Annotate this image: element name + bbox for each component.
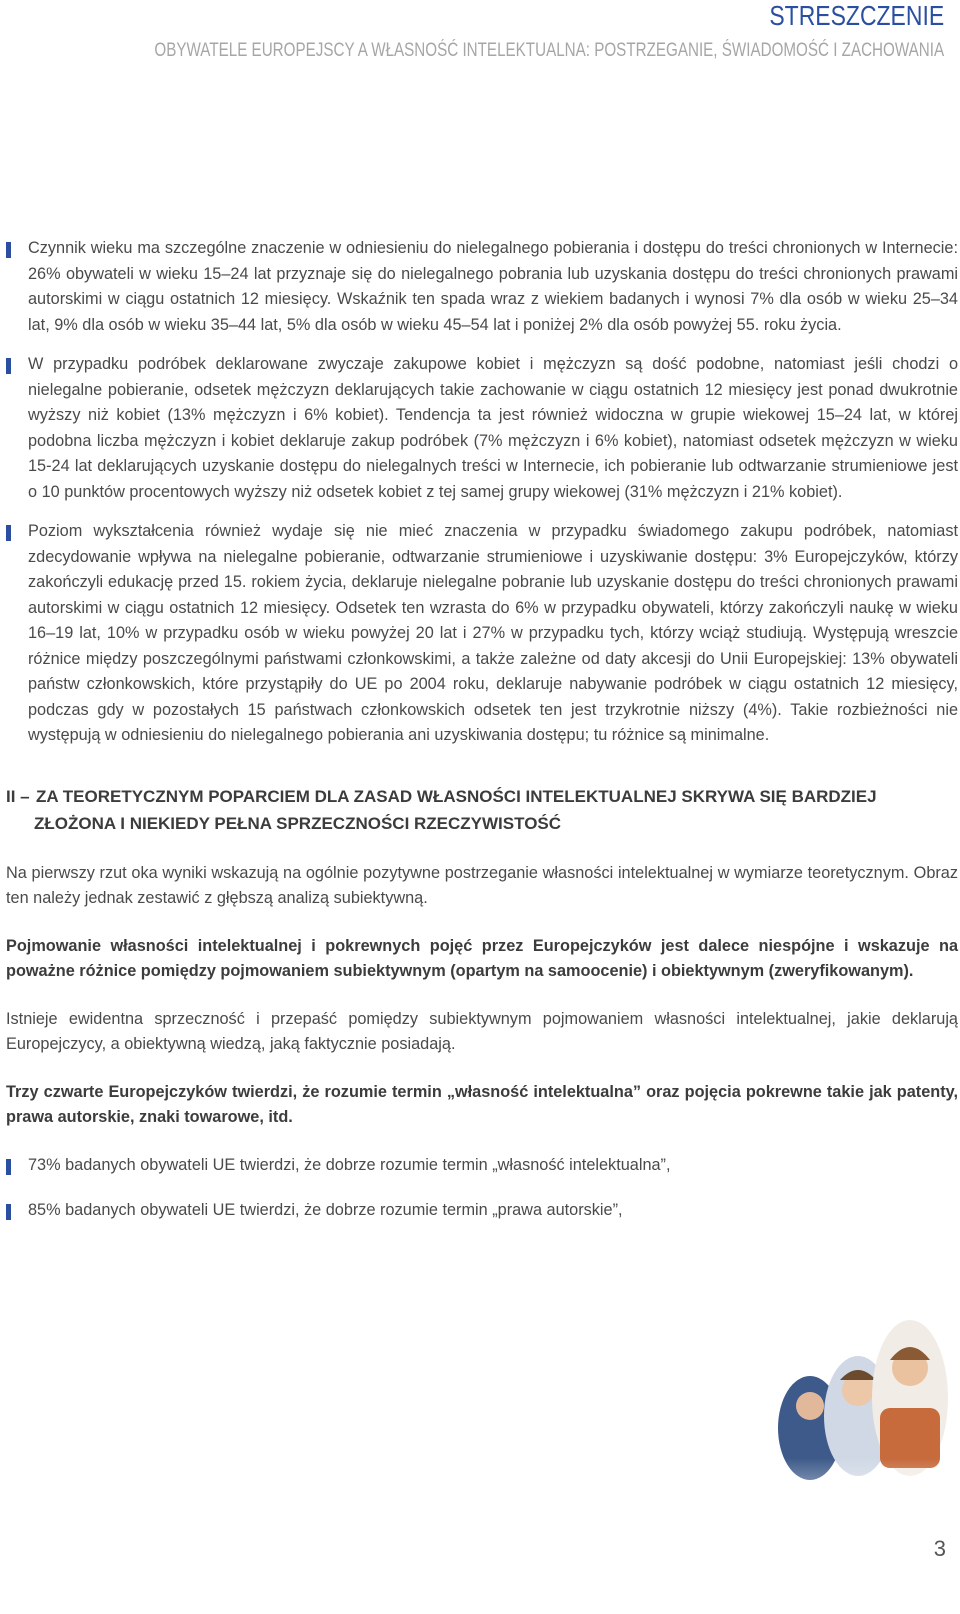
section-heading-line2: ZŁOŻONA I NIEKIEDY PEŁNA SPRZECZNOŚCI RZECZYWISTOŚĆ bbox=[34, 813, 562, 833]
bullet-paragraph-education bbox=[6, 519, 958, 749]
people-photo-collage bbox=[760, 1308, 950, 1538]
bold-finding-1: Pojmowanie własności intelektualnej i pokrewnych pojęć przez Europejczyków jest dalece niespójne i wskazuje na poważne różnice pomiędzy pojmowaniem subiektywnym (opartym na samoocenie) i obiektywnym (zweryfikowanym). bbox=[6, 936, 958, 980]
page-subtitle: OBYWATELE EUROPEJSCY A WŁASNOŚĆ INTELEKTUALNA: POSTRZEGANIE, ŚWIADOMOŚĆ I ZACHOWANIA bbox=[154, 40, 944, 61]
section-number: II – bbox=[6, 786, 30, 806]
intro-paragraph: Na pierwszy rzut oka wyniki wskazują na ogólnie pozytywne postrzeganie własności intelektualnej w wymiarze teoretycznym. Obraz ten należy jednak zestawić z głębszą analizą subiektywną. bbox=[6, 863, 958, 907]
section-heading bbox=[6, 783, 958, 837]
bullet-marker bbox=[6, 1159, 11, 1175]
bullet-copyright-understanding bbox=[6, 1198, 958, 1224]
page-number: 3 bbox=[933, 1536, 946, 1561]
bullet-paragraph-gender bbox=[6, 352, 958, 505]
bold-finding-2: Trzy czwarte Europejczyków twierdzi, że rozumie termin „własność intelektualna” oraz pojęcia pokrewne takie jak patenty, prawa autorskie, znaki towarowe, itd. bbox=[6, 1082, 958, 1126]
paragraph-text: W przypadku podróbek deklarowane zwyczaje zakupowe kobiet i mężczyzn są dość podobne, natomiast jeśli chodzi o nielegalne pobieranie, odsetek mężczyzn deklarujących takie zachowanie w ciągu ostatnich 12 miesięcy jest ponad dwukrotnie wyższy niż kobiet (13% mężczyzn i 6% kobiet). Tendencja ta jest również widoczna w grupie wiekowej 15–24 lat, w której podobna liczba mężczyzn i kobiet deklaruje zakup podróbek (7% mężczyzn i 6% kobiet), natomiast odsetek mężczyzn w wieku 15-24 lat deklarujących uzyskanie dostępu do nielegalnych treści w Internecie, ich pobieranie lub odtwarzanie strumieniowe jest o 10 punktów procentowych wyższy niż odsetek kobiet z tej samej grupy wiekowej (31% mężczyzn i 21% kobiet). bbox=[28, 355, 958, 501]
bullet-paragraph-age bbox=[6, 236, 958, 338]
bullet-marker bbox=[6, 525, 11, 541]
bullet-text: 73% badanych obywateli UE twierdzi, że dobrze rozumie termin „własność intelektualna”, bbox=[28, 1155, 671, 1174]
page-title: STRESZCZENIE bbox=[769, 0, 944, 31]
section-heading-line1: ZA TEORETYCZNYM POPARCIEM DLA ZASAD WŁASNOŚCI INTELEKTUALNEJ SKRYWA SIĘ BARDZIEJ bbox=[36, 786, 877, 806]
bullet-marker bbox=[6, 1204, 11, 1220]
main-content bbox=[6, 236, 958, 1238]
plain-paragraph-2: Istnieje ewidentna sprzeczność i przepaść pomiędzy subiektywnym pojmowaniem własności intelektualnej, jakie deklarują Europejczycy, a obiektywną wiedzą, jaką faktycznie posiadają. bbox=[6, 1009, 958, 1053]
bullet-marker bbox=[6, 358, 11, 374]
paragraph-text: Poziom wykształcenia również wydaje się nie mieć znaczenia w przypadku świadomego zakupu podróbek, natomiast zdecydowanie wpływa na nielegalne pobieranie, odtwarzanie strumieniowe i uzyskiwanie dostępu: 3% Europejczyków, którzy zakończyli edukację przed 15. rokiem życia, deklaruje nielegalne pobranie lub uzyskanie dostępu do treści chronionych prawami autorskimi w ciągu ostatnich 12 miesięcy. Odsetek ten wzrasta do 6% w przypadku obywateli, którzy zakończyli naukę w wieku 16–19 lat, 10% w przypadku osób w wieku powyżej 20 lat i 27% w przypadku tych, którzy wciąż studiują. Występują wreszcie różnice między poszczególnymi państwami członkowskimi, a także zależne od daty akcesji do Unii Europejskiej: 13% obywateli państw członkowskich, które przystąpiły do UE po 2004 roku, deklaruje nabywanie podróbek w ciągu ostatnich 12 miesięcy, podczas gdy w pozostałych 15 państwach członkowskich odsetek ten jest trzykrotnie niższy (4%). Takie rozbieżności nie występują w odniesieniu do nielegalnego pobierania ani uzyskiwania dostępu; tu różnice są minimalne. bbox=[28, 522, 958, 744]
bullet-ip-understanding bbox=[6, 1153, 958, 1179]
bullet-text: 85% badanych obywateli UE twierdzi, że dobrze rozumie termin „prawa autorskie”, bbox=[28, 1201, 623, 1219]
paragraph-text: Czynnik wieku ma szczególne znaczenie w odniesieniu do nielegalnego pobierania i dostępu do treści chronionych w Internecie: 26% obywateli w wieku 15–24 lat przyznaje się do nielegalnego pobrania lub uzyskania dostępu do treści chronionych prawami autorskimi w ciągu ostatnich 12 miesięcy. Wskaźnik ten spada wraz z wiekiem badanych i wynosi 7% dla osób w wieku 25–34 lat, 9% dla osób w wieku 35–44 lat, 5% dla osób w wieku 45–54 lat i poniżej 2% dla osób powyżej 55. roku życia. bbox=[28, 239, 958, 334]
bullet-marker bbox=[6, 242, 11, 258]
